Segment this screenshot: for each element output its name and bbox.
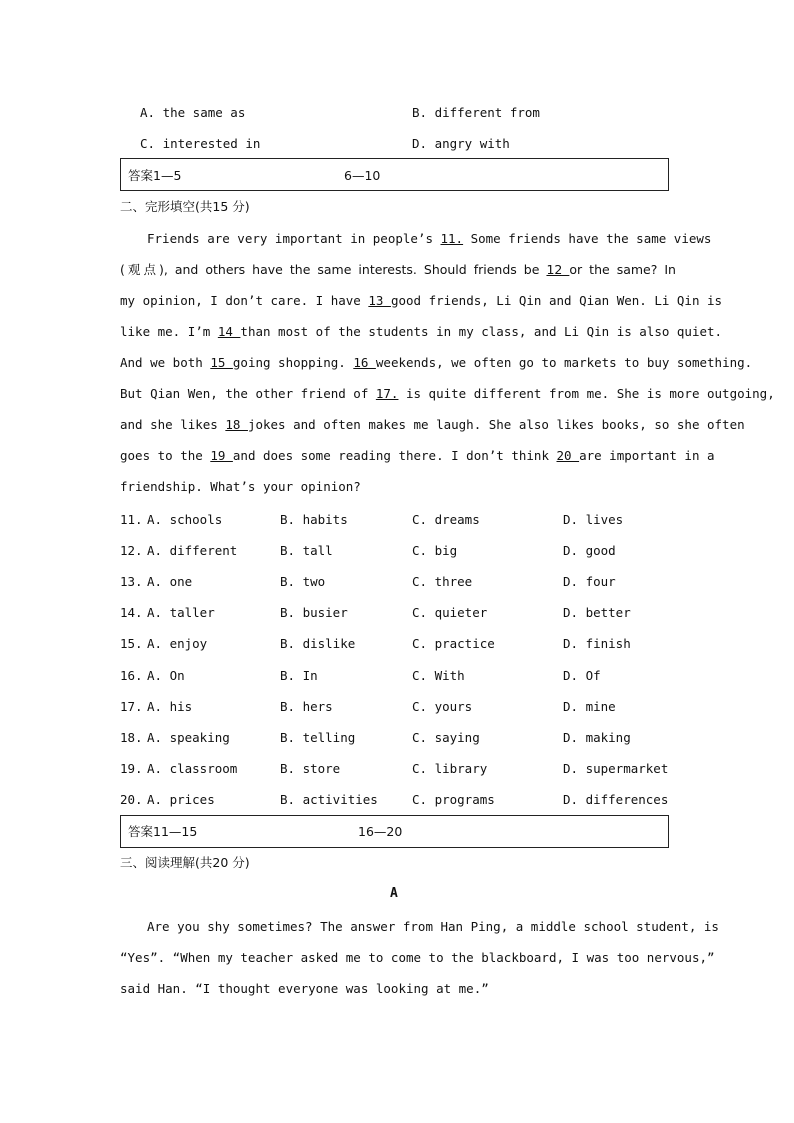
passage-line: Are you shy sometimes? The answer from Han Ping, a middle school student, is (147, 919, 719, 934)
question-number: 15. (120, 636, 143, 651)
question-number: 17. (120, 699, 143, 714)
choice-d: D. four (563, 574, 616, 589)
option-c: C. interested in (140, 136, 261, 151)
option-b: B. different from (412, 105, 540, 120)
blank-18: 18 (225, 417, 248, 432)
passage-line: (观点), and others have the same interests. Should friends be 12 or the same? In (120, 262, 676, 277)
answer-box-11-20 (120, 815, 669, 848)
choice-a: A. enjoy (147, 636, 208, 651)
choice-b: B. hers (280, 699, 333, 714)
choice-d: D. finish (563, 636, 631, 651)
choice-d: D. mine (563, 699, 616, 714)
answer-box-range: 6—10 (344, 168, 381, 183)
choice-c: C. quieter (412, 605, 488, 620)
blank-12: 12 (546, 262, 570, 277)
choice-a: A. different (147, 543, 238, 558)
passage-line: and she likes 18 jokes and often makes me laugh. She also likes books, so she often (120, 417, 745, 432)
choice-d: D. making (563, 730, 631, 745)
choice-d: D. lives (563, 512, 624, 527)
choice-c: C. programs (412, 792, 495, 807)
passage-line: my opinion, I don’t care. I have 13 good friends, Li Qin and Qian Wen. Li Qin is (120, 293, 723, 308)
blank-16: 16 (353, 355, 376, 370)
choice-d: D. differences (563, 792, 669, 807)
cloze-passage (120, 231, 775, 510)
question-number: 11. (120, 512, 143, 527)
question-number: 16. (120, 668, 143, 683)
blank-17: 17. (375, 386, 399, 401)
passage-line: Friends are very important in people’s 11. Some friends have the same views (147, 231, 712, 246)
blank-19: 19 (210, 448, 233, 463)
option-d: D. angry with (412, 136, 510, 151)
choice-c: C. three (412, 574, 473, 589)
blank-20: 20 (556, 448, 580, 463)
choice-b: B. telling (280, 730, 356, 745)
choice-c: C. With (412, 668, 465, 683)
choice-b: B. dislike (280, 636, 356, 651)
choice-b: B. two (280, 574, 326, 589)
choice-b: B. habits (280, 512, 348, 527)
choice-d: D. Of (563, 668, 601, 683)
passage-line: said Han. “I thought everyone was looking at me.” (120, 981, 489, 996)
choice-b: B. busier (280, 605, 348, 620)
choice-a: A. prices (147, 792, 215, 807)
question-number: 19. (120, 761, 143, 776)
choice-b: B. activities (280, 792, 378, 807)
choice-d: D. supermarket (563, 761, 669, 776)
passage-line: friendship. What’s your opinion? (120, 479, 361, 494)
choice-a: A. On (147, 668, 185, 683)
passage-line: And we both 15 going shopping. 16 weekends, we often go to markets to buy something. (120, 355, 753, 370)
choice-c: C. big (412, 543, 458, 558)
answer-box-1-5 (120, 158, 669, 191)
choice-c: C. library (412, 761, 488, 776)
passage-line: like me. I’m 14 than most of the students in my class, and Li Qin is also quiet. (120, 324, 723, 339)
choice-c: C. practice (412, 636, 495, 651)
answer-box-label: 答案1—5 (128, 168, 182, 183)
question-number: 18. (120, 730, 143, 745)
choice-c: C. dreams (412, 512, 480, 527)
option-a: A. the same as (140, 105, 246, 120)
question-number: 12. (120, 543, 143, 558)
section3-heading: 三、阅读理解(共20 分) (120, 855, 250, 870)
choice-a: A. schools (147, 512, 223, 527)
choice-a: A. his (147, 699, 193, 714)
choice-a: A. classroom (147, 761, 238, 776)
choice-a: A. one (147, 574, 193, 589)
answer-box-range: 16—20 (358, 824, 403, 839)
question-number: 14. (120, 605, 143, 620)
blank-14: 14 (217, 324, 241, 339)
choice-d: D. good (563, 543, 616, 558)
section2-heading: 二、完形填空(共15 分) (120, 199, 250, 214)
choice-b: B. In (280, 668, 318, 683)
choice-b: B. store (280, 761, 341, 776)
blank-15: 15 (210, 355, 233, 370)
answer-box-label: 答案11—15 (128, 824, 198, 839)
choice-d: D. better (563, 605, 631, 620)
blank-13: 13 (368, 293, 391, 308)
question-number: 13. (120, 574, 143, 589)
choice-c: C. yours (412, 699, 473, 714)
choice-a: A. speaking (147, 730, 230, 745)
passage-title: A (390, 886, 398, 901)
reading-passage (120, 919, 719, 1012)
passage-line: But Qian Wen, the other friend of 17. is quite different from me. She is more outgoing, (120, 386, 775, 401)
blank-11: 11. (440, 231, 464, 246)
passage-line: “Yes”. “When my teacher asked me to come to the blackboard, I was too nervous,” (120, 950, 715, 965)
choice-b: B. tall (280, 543, 333, 558)
question-number: 20. (120, 792, 143, 807)
passage-line: goes to the 19 and does some reading there. I don’t think 20 are important in a (120, 448, 715, 463)
choice-c: C. saying (412, 730, 480, 745)
choice-a: A. taller (147, 605, 215, 620)
